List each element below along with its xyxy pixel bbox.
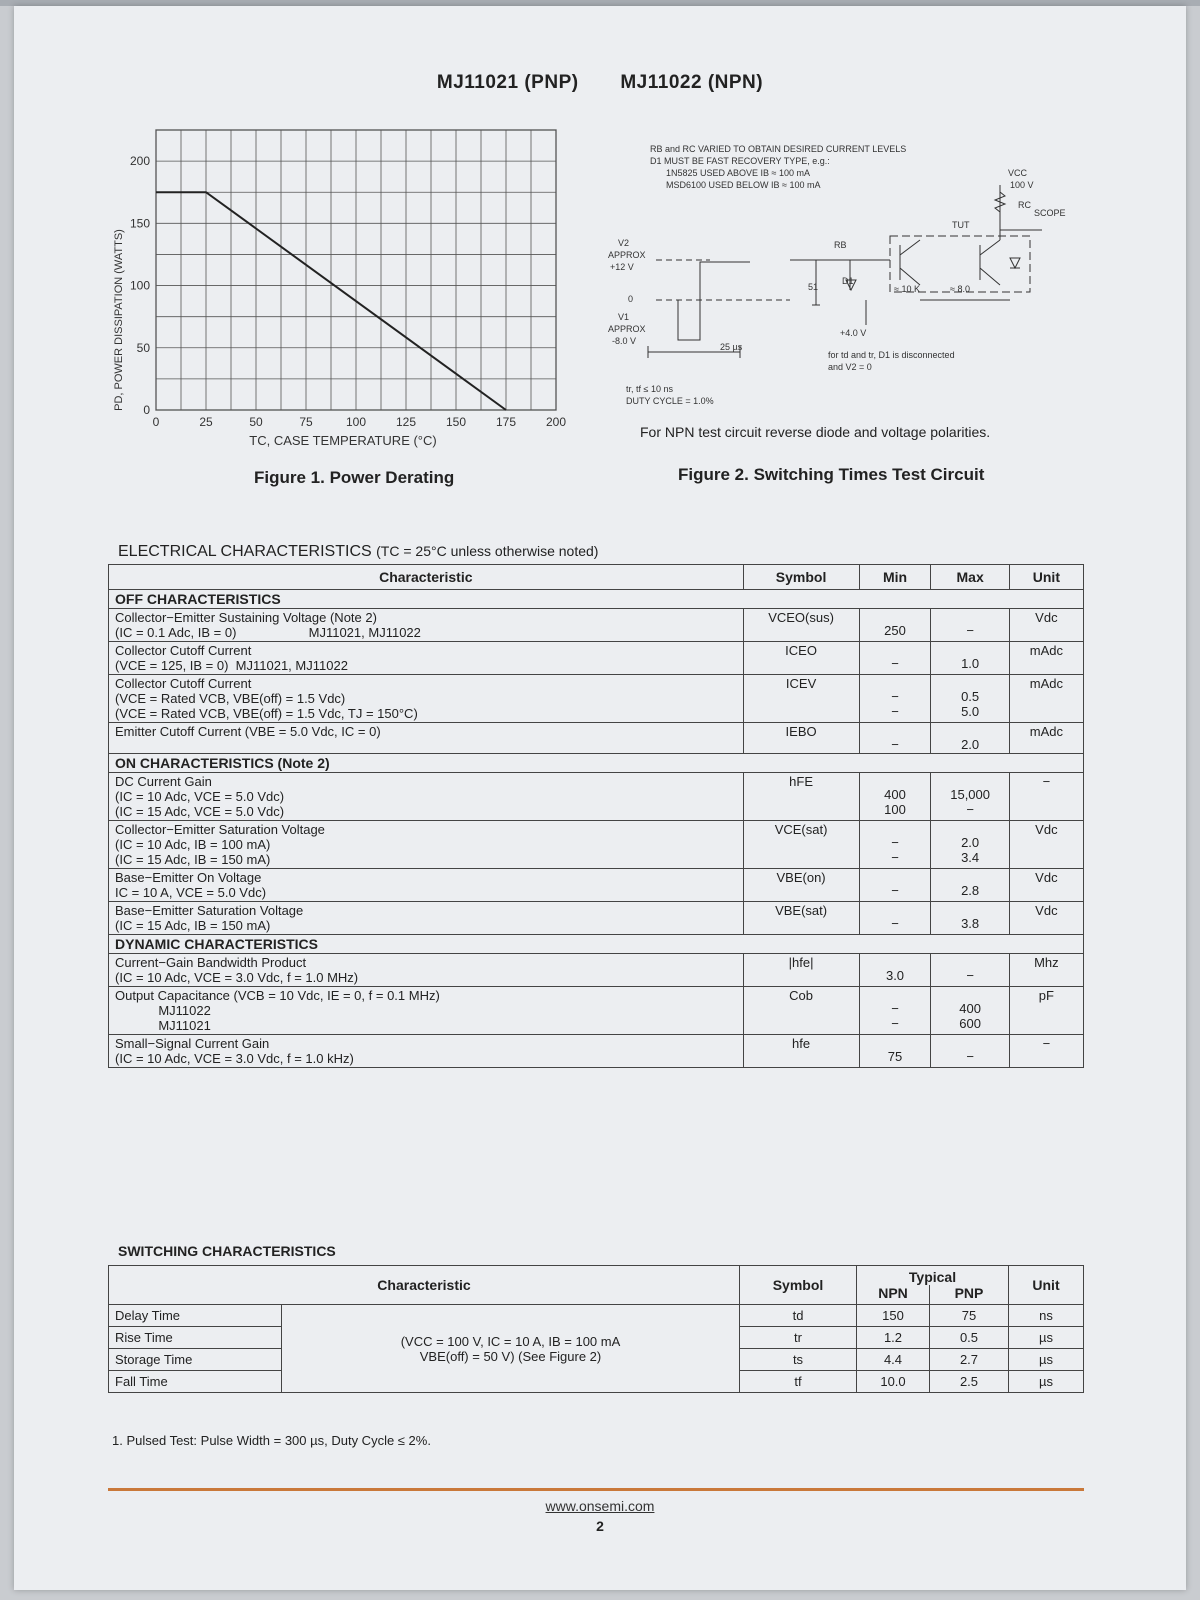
symbol-cell-line: |hfe| xyxy=(788,955,814,970)
unit-cell xyxy=(1009,1035,1083,1068)
symbol-cell-line: VCE(sat) xyxy=(774,822,828,837)
d1-label: D1 xyxy=(842,276,854,286)
characteristic-cell-line: DC Current Gain xyxy=(115,774,212,789)
switching-header-row xyxy=(109,1266,1084,1286)
x-tick-label: 50 xyxy=(249,415,263,429)
max-cell xyxy=(931,954,1009,987)
circuit-note-3: 1N5825 USED ABOVE IB ≈ 100 mA xyxy=(666,168,811,178)
unit-cell xyxy=(1009,723,1083,754)
symbol-cell xyxy=(743,723,859,754)
y-tick-label: 0 xyxy=(143,403,150,417)
characteristic-cell-line: (IC = 10 Adc, VCE = 3.0 Vdc, f = 1.0 kHz) xyxy=(115,1051,354,1066)
symbol-cell xyxy=(743,902,859,935)
sw-condition-line: VBE(off) = 50 V) (See Figure 2) xyxy=(419,1348,602,1364)
max-cell xyxy=(931,1035,1009,1068)
approx-label-2: APPROX xyxy=(608,324,646,334)
characteristic-cell-line: Small−Signal Current Gain xyxy=(115,1036,270,1051)
symbol-cell-line: hfe xyxy=(792,1036,811,1051)
table-row xyxy=(109,1305,1084,1327)
characteristic-cell-line: Collector Cutoff Current xyxy=(115,676,252,691)
min-cell xyxy=(859,642,931,675)
page-title xyxy=(0,72,1200,94)
symbol-cell xyxy=(743,869,859,902)
max-cell xyxy=(931,987,1009,1035)
sw-unit-cell: µs xyxy=(1009,1349,1084,1371)
unit-cell xyxy=(1009,902,1083,935)
characteristic-cell xyxy=(109,987,744,1035)
table-row xyxy=(109,609,1084,642)
header-unit: Unit xyxy=(1009,565,1083,590)
electrical-table-body xyxy=(109,590,1084,1068)
section-title: OFF CHARACTERISTICS xyxy=(109,590,1084,609)
min-cell-line: − xyxy=(891,1001,899,1016)
min-cell xyxy=(859,987,931,1035)
characteristic-cell xyxy=(109,609,744,642)
symbol-cell-line: ICEV xyxy=(785,676,817,691)
switching-table-body xyxy=(109,1305,1084,1393)
symbol-cell xyxy=(743,642,859,675)
min-cell xyxy=(859,723,931,754)
duty-cycle-note: DUTY CYCLE = 1.0% xyxy=(626,396,714,406)
footer-link[interactable]: www.onsemi.com xyxy=(545,1498,655,1514)
symbol-cell-line: Cob xyxy=(789,988,813,1003)
vcc-value: 100 V xyxy=(1010,180,1034,190)
min-cell-line: 100 xyxy=(884,802,906,817)
max-cell-line: 2.0 xyxy=(961,835,980,850)
max-cell-line: − xyxy=(966,802,974,817)
max-cell xyxy=(931,902,1009,935)
x-tick-label: 100 xyxy=(345,415,367,429)
circuit-note-2: D1 MUST BE FAST RECOVERY TYPE, e.g.: xyxy=(650,156,830,166)
unit-cell xyxy=(1009,609,1083,642)
chart-grid xyxy=(156,130,556,410)
rise-time-note: tr, tf ≤ 10 ns xyxy=(626,384,673,394)
circuit-note-4: MSD6100 USED BELOW IB ≈ 100 mA xyxy=(666,180,821,190)
unit-cell-line: − xyxy=(1042,1036,1051,1051)
characteristic-cell-line: (VCE = 125, IB = 0) MJ11021, MJ11022 xyxy=(115,658,348,673)
table-row xyxy=(109,1035,1084,1068)
characteristic-cell-line: Collector−Emitter Sustaining Voltage (Note 2) xyxy=(115,610,377,625)
x-axis-label: TC, CASE TEMPERATURE (°C) xyxy=(249,433,437,448)
characteristic-cell-line: IC = 10 A, VCE = 5.0 Vdc) xyxy=(115,885,267,900)
sw-symbol-cell: ts xyxy=(740,1349,857,1371)
characteristic-cell xyxy=(109,902,744,935)
electrical-title-condition: (TC = 25°C unless otherwise noted) xyxy=(376,543,599,559)
min-cell xyxy=(859,821,931,869)
symbol-cell xyxy=(743,821,859,869)
characteristic-cell-line: (IC = 10 Adc, VCE = 3.0 Vdc, f = 1.0 MHz) xyxy=(115,970,359,985)
table-row xyxy=(109,821,1084,869)
switching-test-circuit xyxy=(590,140,1066,420)
table-row xyxy=(109,675,1084,723)
power-derating-chart xyxy=(108,120,578,460)
x-tick-label: 0 xyxy=(152,415,160,429)
max-cell-line: − xyxy=(966,1049,974,1064)
footnote: 1. Pulsed Test: Pulse Width = 300 µs, Duty Cycle ≤ 2%. xyxy=(112,1433,431,1448)
sw-name-cell: Delay Time xyxy=(109,1305,282,1327)
min-cell-line: 75 xyxy=(887,1049,903,1064)
characteristic-cell xyxy=(109,675,744,723)
characteristic-cell xyxy=(109,821,744,869)
v2-value: +12 V xyxy=(610,262,634,272)
min-cell-line: 250 xyxy=(884,623,906,638)
rb-label: RB xyxy=(834,240,847,250)
characteristic-cell-line: Output Capacitance (VCB = 10 Vdc, IE = 0, f = 0.1 MHz) xyxy=(115,988,440,1003)
characteristic-cell-line: (VCE = Rated VCB, VBE(off) = 1.5 Vdc, TJ = 150°C) xyxy=(115,706,418,721)
electrical-title xyxy=(118,543,598,561)
sw-header-npn: NPN xyxy=(857,1285,930,1305)
characteristic-cell-line: Emitter Cutoff Current (VBE = 5.0 Vdc, IC = 0) xyxy=(115,724,381,739)
v1-label: V1 xyxy=(618,312,630,322)
x-ticks xyxy=(153,415,567,429)
max-cell xyxy=(931,723,1009,754)
unit-cell xyxy=(1009,954,1083,987)
approx-label-1: APPROX xyxy=(608,250,646,260)
unit-cell-line: Vdc xyxy=(1035,610,1058,625)
max-cell xyxy=(931,609,1009,642)
x-tick-label: 25 xyxy=(199,415,213,429)
max-cell xyxy=(931,642,1009,675)
sw-header-typical: Typical xyxy=(857,1266,1009,1286)
table-header-row xyxy=(109,565,1084,590)
min-cell-line: − xyxy=(891,656,899,671)
unit-cell-line: Vdc xyxy=(1035,870,1058,885)
table-row xyxy=(109,869,1084,902)
unit-cell xyxy=(1009,987,1083,1035)
sw-header-pnp: PNP xyxy=(930,1285,1009,1305)
characteristic-cell-line: (IC = 10 Adc, VCE = 5.0 Vdc) xyxy=(115,789,285,804)
r51-label: 51 xyxy=(808,282,819,292)
switching-characteristics-table xyxy=(108,1265,1084,1393)
npn-test-note: For NPN test circuit reverse diode and voltage polarities. xyxy=(640,424,991,440)
min-cell xyxy=(859,902,931,935)
min-cell-line: − xyxy=(891,850,899,865)
symbol-cell xyxy=(743,773,859,821)
max-cell-line: 2.0 xyxy=(961,737,980,752)
y-tick-label: 100 xyxy=(129,278,150,293)
unit-cell-line: Mhz xyxy=(1034,955,1059,970)
rc-label: RC xyxy=(1018,200,1031,210)
max-cell-line: 600 xyxy=(959,1016,981,1031)
section-title: ON CHARACTERISTICS (Note 2) xyxy=(109,754,1084,773)
vcc-label: VCC xyxy=(1008,168,1028,178)
characteristic-cell-line: Current−Gain Bandwidth Product xyxy=(115,955,307,970)
sw-symbol-cell: tr xyxy=(740,1327,857,1349)
unit-cell-line: mAdc xyxy=(1029,676,1063,691)
characteristic-cell-line: Base−Emitter Saturation Voltage xyxy=(115,903,304,918)
table-row xyxy=(109,902,1084,935)
x-tick-label: 200 xyxy=(545,415,567,429)
page-number: 2 xyxy=(596,1518,604,1534)
characteristic-cell-line: (IC = 15 Adc, IB = 150 mA) xyxy=(115,918,271,933)
symbol-cell-line: hFE xyxy=(789,774,813,789)
max-cell-line: − xyxy=(966,968,974,983)
unit-cell xyxy=(1009,675,1083,723)
min-cell-line: − xyxy=(891,883,899,898)
unit-cell xyxy=(1009,869,1083,902)
header-symbol: Symbol xyxy=(743,565,859,590)
unit-cell-line: Vdc xyxy=(1035,903,1058,918)
v2-label: V2 xyxy=(618,238,630,248)
unit-cell-line: − xyxy=(1042,774,1051,789)
sw-npn-cell: 4.4 xyxy=(857,1349,930,1371)
y-ticks xyxy=(130,154,150,417)
symbol-cell-line: ICEO xyxy=(785,643,817,658)
x-tick-label: 175 xyxy=(495,415,517,429)
r8-label: ≈ 8.0 xyxy=(950,284,970,294)
sw-npn-cell: 150 xyxy=(857,1305,930,1327)
sw-unit-cell: µs xyxy=(1009,1371,1084,1393)
max-cell-line: − xyxy=(966,623,974,638)
sw-header-characteristic: Characteristic xyxy=(109,1266,740,1305)
max-cell-line: 0.5 xyxy=(961,689,980,704)
sw-condition-line: (VCC = 100 V, IC = 10 A, IB = 100 mA xyxy=(400,1333,621,1349)
min-cell-line: − xyxy=(891,835,899,850)
section-row xyxy=(109,754,1084,773)
sw-npn-cell: 10.0 xyxy=(857,1371,930,1393)
min-cell xyxy=(859,1035,931,1068)
characteristic-cell-line: Collector Cutoff Current xyxy=(115,643,252,658)
y-tick-label: 50 xyxy=(136,340,150,355)
sw-pnp-cell: 2.5 xyxy=(930,1371,1009,1393)
min-cell-line: − xyxy=(891,704,899,719)
header-characteristic: Characteristic xyxy=(109,565,744,590)
scope-label: SCOPE xyxy=(1034,208,1066,218)
characteristic-cell-line: Collector−Emitter Saturation Voltage xyxy=(115,822,325,837)
characteristic-cell xyxy=(109,1035,744,1068)
symbol-cell-line: VBE(on) xyxy=(776,870,826,885)
characteristic-cell-line: (IC = 10 Adc, IB = 100 mA) xyxy=(115,837,271,852)
v1-value: -8.0 V xyxy=(612,336,637,346)
characteristic-cell-line: MJ11021 xyxy=(115,1018,211,1033)
min-cell-line: − xyxy=(891,737,899,752)
sw-pnp-cell: 0.5 xyxy=(930,1327,1009,1349)
min-cell xyxy=(859,869,931,902)
sw-pnp-cell: 2.7 xyxy=(930,1349,1009,1371)
table-row xyxy=(109,642,1084,675)
characteristic-cell xyxy=(109,642,744,675)
min-cell xyxy=(859,609,931,642)
min-cell-line: 400 xyxy=(884,787,906,802)
sw-header-symbol: Symbol xyxy=(740,1266,857,1305)
table-row xyxy=(109,723,1084,754)
header-min: Min xyxy=(859,565,931,590)
characteristic-cell xyxy=(109,773,744,821)
symbol-cell xyxy=(743,987,859,1035)
symbol-cell xyxy=(743,1035,859,1068)
electrical-title-text: ELECTRICAL CHARACTERISTICS xyxy=(118,543,372,560)
symbol-cell-line: VCEO(sus) xyxy=(768,610,834,625)
circuit-note-1: RB and RC VARIED TO OBTAIN DESIRED CURRENT LEVELS xyxy=(650,144,907,154)
min-cell-line: 3.0 xyxy=(885,968,905,983)
td-note-1: for td and tr, D1 is disconnected xyxy=(828,350,955,360)
title-pnp: MJ11021 (PNP) xyxy=(436,72,579,93)
max-cell-line: 400 xyxy=(959,1001,981,1016)
unit-cell xyxy=(1009,642,1083,675)
symbol-cell-line: IEBO xyxy=(785,724,817,739)
max-cell-line: 1.0 xyxy=(961,656,980,671)
symbol-cell xyxy=(743,609,859,642)
symbol-cell-line: VBE(sat) xyxy=(775,903,828,918)
symbol-cell xyxy=(743,675,859,723)
title-npn: MJ11022 (NPN) xyxy=(620,72,764,93)
characteristic-cell-line: (IC = 15 Adc, VCE = 5.0 Vdc) xyxy=(115,804,285,819)
r10k-label: ≈ 10 K xyxy=(894,284,920,294)
figure2-caption: Figure 2. Switching Times Test Circuit xyxy=(678,465,985,484)
max-cell-line: 3.4 xyxy=(961,850,980,865)
characteristic-cell xyxy=(109,723,744,754)
td-note-2: and V2 = 0 xyxy=(828,362,872,372)
sw-unit-cell: µs xyxy=(1009,1327,1084,1349)
figure1-caption: Figure 1. Power Derating xyxy=(254,468,455,487)
sw-npn-cell: 1.2 xyxy=(857,1327,930,1349)
section-title: DYNAMIC CHARACTERISTICS xyxy=(109,935,1084,954)
table-row xyxy=(109,773,1084,821)
x-tick-label: 125 xyxy=(395,415,417,429)
max-cell-line: 5.0 xyxy=(961,704,980,719)
sw-name-cell: Rise Time xyxy=(109,1327,282,1349)
switching-title: SWITCHING CHARACTERISTICS xyxy=(118,1243,336,1259)
section-row xyxy=(109,935,1084,954)
x-tick-label: 75 xyxy=(299,415,313,429)
tut-label: TUT xyxy=(952,220,970,230)
characteristic-cell xyxy=(109,869,744,902)
characteristic-cell-line: Base−Emitter On Voltage xyxy=(115,870,262,885)
unit-cell-line: mAdc xyxy=(1029,724,1063,739)
max-cell xyxy=(931,869,1009,902)
min-cell-line: − xyxy=(891,1016,899,1031)
zero-label: 0 xyxy=(628,294,634,304)
characteristic-cell-line: (IC = 0.1 Adc, IB = 0) MJ11021, MJ11022 xyxy=(115,625,421,640)
footer-rule xyxy=(108,1488,1084,1491)
pulse-width-label: 25 µs xyxy=(720,342,743,352)
unit-cell xyxy=(1009,821,1083,869)
characteristic-cell xyxy=(109,954,744,987)
min-cell-line: − xyxy=(891,916,899,931)
y-tick-label: 150 xyxy=(129,216,150,231)
max-cell xyxy=(931,821,1009,869)
max-cell-line: 15,000 xyxy=(950,787,990,802)
unit-cell-line: pF xyxy=(1038,988,1054,1003)
sw-name-cell: Storage Time xyxy=(109,1349,282,1371)
electrical-characteristics-table xyxy=(108,564,1084,1068)
sw-header-unit: Unit xyxy=(1009,1266,1084,1305)
x-tick-label: 150 xyxy=(445,415,467,429)
unit-cell-line: Vdc xyxy=(1035,822,1058,837)
min-cell xyxy=(859,773,931,821)
max-cell xyxy=(931,675,1009,723)
symbol-cell xyxy=(743,954,859,987)
y-axis-label: PD, POWER DISSIPATION (WATTS) xyxy=(113,229,125,411)
table-row xyxy=(109,987,1084,1035)
sw-symbol-cell: tf xyxy=(740,1371,857,1393)
sw-pnp-cell: 75 xyxy=(930,1305,1009,1327)
section-row xyxy=(109,590,1084,609)
sw-condition-cell xyxy=(282,1305,740,1393)
max-cell-line: 2.8 xyxy=(961,883,980,898)
sw-unit-cell: ns xyxy=(1009,1305,1084,1327)
min-cell xyxy=(859,675,931,723)
characteristic-cell-line: MJ11022 xyxy=(115,1003,211,1018)
unit-cell xyxy=(1009,773,1083,821)
bias-label: +4.0 V xyxy=(840,328,867,338)
characteristic-cell-line: (IC = 15 Adc, IB = 150 mA) xyxy=(115,852,271,867)
table-row xyxy=(109,954,1084,987)
sw-name-cell: Fall Time xyxy=(109,1371,282,1393)
min-cell xyxy=(859,954,931,987)
max-cell-line: 3.8 xyxy=(961,916,980,931)
sw-symbol-cell: td xyxy=(740,1305,857,1327)
unit-cell-line: mAdc xyxy=(1029,643,1063,658)
header-max: Max xyxy=(931,565,1009,590)
max-cell xyxy=(931,773,1009,821)
y-tick-label: 200 xyxy=(129,154,150,169)
characteristic-cell-line: (VCE = Rated VCB, VBE(off) = 1.5 Vdc) xyxy=(115,691,346,706)
min-cell-line: − xyxy=(891,689,899,704)
